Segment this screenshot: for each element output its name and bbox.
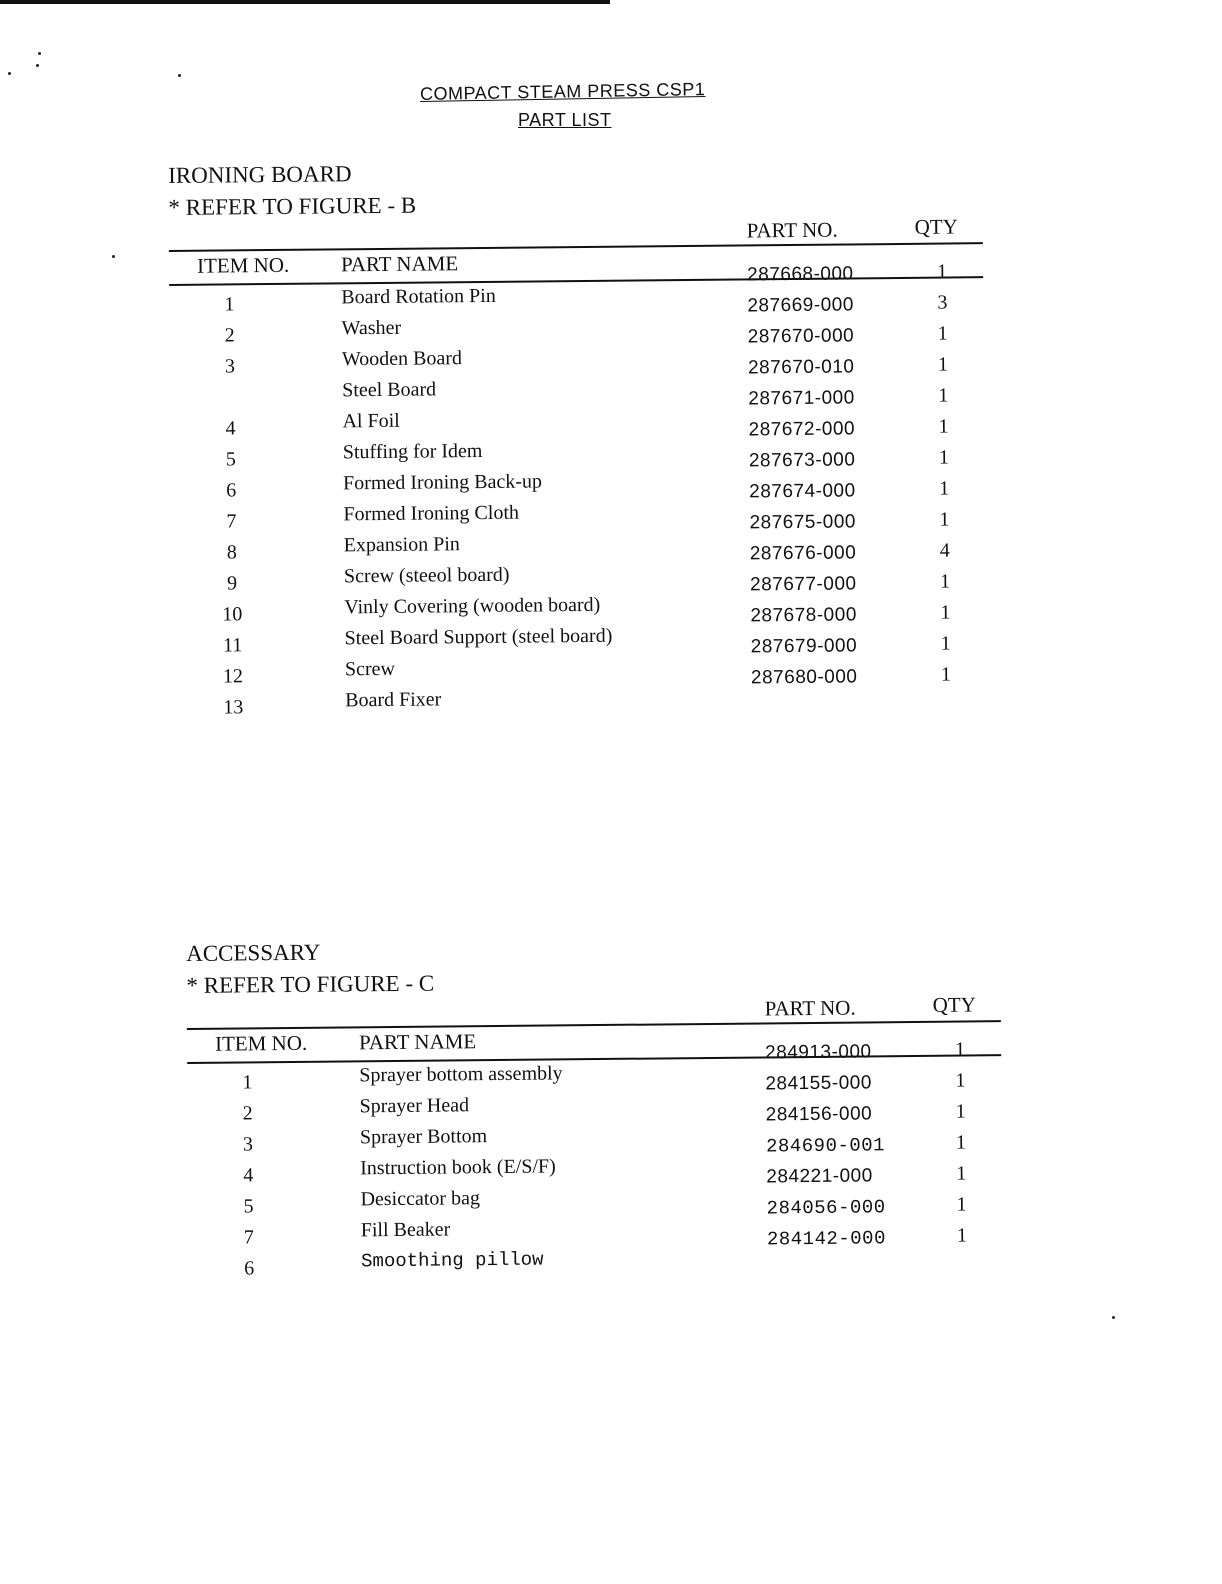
item-no: 7 [243, 1226, 254, 1249]
scan-edge-bar [0, 0, 610, 4]
section-reference: * REFER TO FIGURE - C [186, 970, 435, 998]
header-item-no: ITEM NO. [196, 252, 290, 278]
part-name: Washer [341, 316, 402, 340]
item-no: 5 [243, 1195, 254, 1218]
part-no: 287676-000 [749, 542, 857, 565]
part-no: 287679-000 [750, 635, 858, 658]
header-part-name: PART NAME [340, 251, 459, 277]
header-qty: QTY [932, 992, 976, 1017]
part-no: 287675-000 [749, 511, 857, 534]
item-no: 4 [243, 1164, 254, 1187]
qty: 1 [955, 1069, 966, 1092]
item-no: 5 [225, 448, 236, 471]
part-name: Steel Board [342, 378, 437, 402]
item-no: 12 [222, 665, 244, 688]
qty: 1 [939, 477, 950, 500]
part-name: Sprayer Head [359, 1094, 470, 1118]
item-no: 1 [224, 293, 235, 316]
part-no: 284142-000 [766, 1227, 887, 1251]
item-no: 10 [222, 603, 243, 626]
part-name: Board Fixer [345, 688, 442, 712]
item-no [200, 386, 260, 387]
part-name: Sprayer bottom assembly [359, 1062, 563, 1087]
part-name: Al Foil [342, 409, 400, 433]
item-no: 6 [226, 479, 237, 502]
part-name: Fill Beaker [360, 1218, 451, 1242]
header-item-no: ITEM NO. [214, 1030, 308, 1056]
part-no: 287673-000 [748, 449, 856, 472]
qty: 1 [956, 1224, 967, 1247]
part-no: 284155-000 [765, 1072, 872, 1095]
parts-table [187, 992, 1003, 1281]
scan-speck [1112, 1316, 1115, 1319]
qty: 1 [940, 601, 951, 624]
qty: 1 [940, 632, 951, 655]
part-name: Wooden Board [341, 347, 463, 371]
qty: 1 [956, 1193, 967, 1216]
part-no: 287678-000 [750, 604, 857, 627]
part-no: 287680-000 [750, 666, 858, 689]
part-no: 287668-000 [747, 263, 854, 286]
qty: 1 [940, 663, 952, 686]
qty: 1 [937, 353, 949, 376]
part-name: Screw [344, 657, 395, 681]
qty: 1 [938, 446, 949, 469]
document-title: COMPACT STEAM PRESS CSP1 [419, 79, 706, 104]
header-part-no: PART NO. [746, 217, 838, 243]
scan-speck [8, 72, 11, 75]
item-no: 9 [226, 572, 238, 595]
qty: 1 [939, 570, 951, 593]
part-no: 284690-001 [765, 1134, 886, 1158]
qty: 1 [956, 1162, 967, 1185]
part-no: 284156-000 [765, 1103, 873, 1126]
part-name: Smoothing pillow [361, 1248, 544, 1273]
item-no: 4 [225, 417, 236, 440]
scan-speck [38, 52, 41, 55]
parts-table [169, 214, 987, 720]
qty: 4 [939, 539, 950, 562]
qty: 1 [938, 415, 949, 438]
part-name: Desiccator bag [360, 1187, 481, 1211]
part-no: 287674-000 [749, 480, 856, 503]
item-no: 3 [224, 355, 236, 378]
item-no: 11 [222, 634, 243, 657]
part-no: 287672-000 [748, 418, 856, 441]
header-part-name: PART NAME [358, 1029, 477, 1055]
qty: 1 [955, 1131, 967, 1154]
part-no: 287670-000 [747, 325, 855, 348]
scan-speck [112, 255, 115, 258]
header-qty: QTY [914, 214, 958, 239]
part-no: 287677-000 [750, 573, 857, 596]
part-name: Vinly Covering (wooden board) [344, 593, 601, 619]
part-no: 287670-010 [747, 356, 855, 379]
qty: 1 [938, 384, 949, 407]
qty: 1 [939, 508, 950, 531]
item-no: 1 [242, 1071, 253, 1094]
item-no: 7 [226, 510, 237, 533]
section-heading: IRONING BOARD [168, 161, 352, 188]
qty: 3 [937, 291, 948, 314]
item-no: 2 [224, 324, 235, 347]
part-name: Stuffing for Idem [342, 439, 483, 464]
part-no: 284056-000 [766, 1196, 886, 1220]
scan-speck [36, 64, 39, 67]
part-name: Steel Board Support (steel board) [344, 624, 613, 650]
item-no: 2 [242, 1102, 253, 1125]
section-reference: * REFER TO FIGURE - B [168, 192, 417, 220]
scan-speck [178, 74, 181, 77]
document-subtitle: PART LIST [518, 110, 612, 130]
section-heading: ACCESSARY [186, 939, 321, 966]
item-no: 8 [226, 541, 237, 564]
part-no: 284913-000 [765, 1041, 872, 1064]
qty: 1 [955, 1038, 966, 1061]
part-name: Formed Ironing Back-up [343, 470, 543, 495]
qty: 1 [937, 260, 948, 283]
part-no: 287669-000 [747, 294, 854, 317]
section-ironing-board [168, 152, 993, 720]
item-no: 3 [242, 1133, 254, 1156]
header-part-no: PART NO. [764, 995, 856, 1021]
qty: 1 [955, 1100, 966, 1123]
item-no: 13 [223, 696, 244, 719]
item-no: 6 [244, 1257, 255, 1280]
part-no: 284221-000 [766, 1165, 873, 1188]
part-name: Screw (steeol board) [343, 563, 510, 588]
part-no: 287671-000 [748, 387, 855, 410]
part-name: Board Rotation Pin [341, 284, 496, 309]
part-name: Expansion Pin [343, 533, 460, 557]
part-name: Instruction book (E/S/F) [360, 1155, 556, 1180]
qty: 1 [937, 322, 948, 345]
section-accessary [186, 930, 1009, 1281]
part-name: Formed Ironing Cloth [343, 501, 520, 526]
part-name: Sprayer Bottom [359, 1125, 488, 1149]
